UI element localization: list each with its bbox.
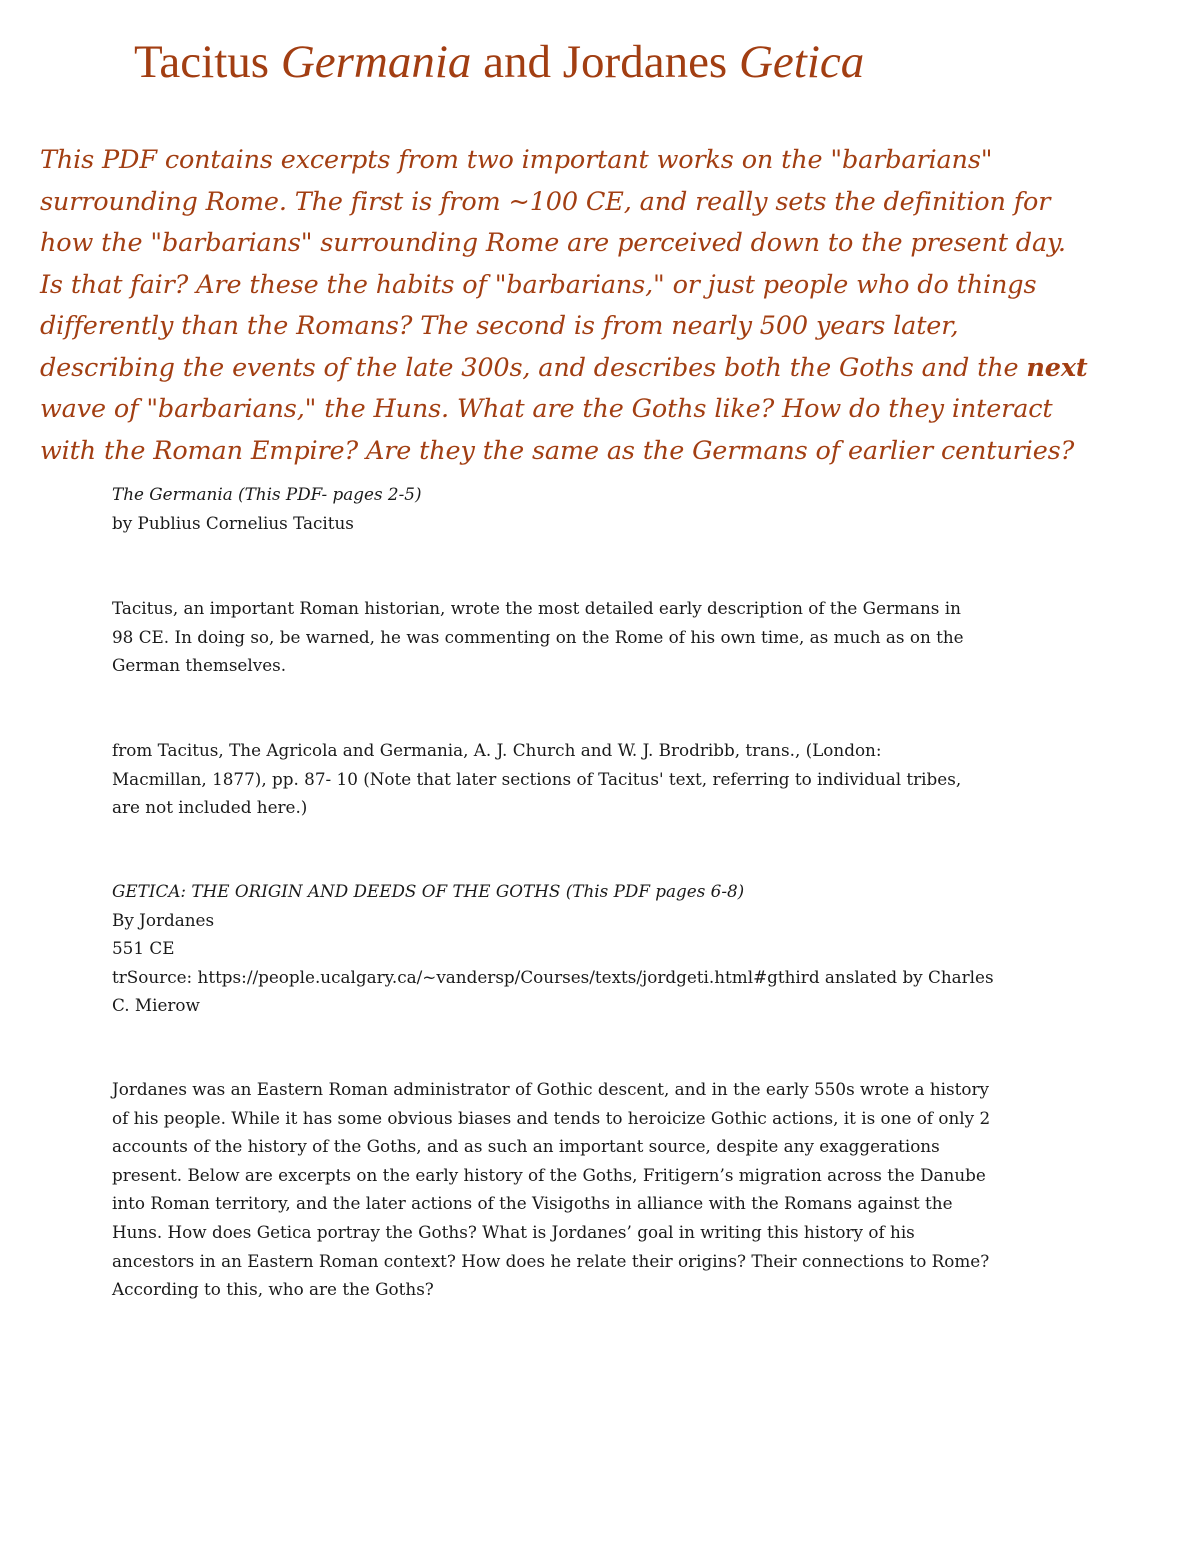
- jordanes-paragraph: [112, 1075, 1102, 1304]
- getica-source-continued: C. Mierow: [112, 995, 200, 1016]
- intro-emphasis-next: next: [1026, 352, 1088, 383]
- paragraph-line: of his people. While it has some obvious biases and tends to heroicize Gothic actions, it is one of only 2: [112, 1107, 991, 1128]
- title-part-3: and Jordanes: [471, 36, 739, 88]
- paragraph-line: Jordanes was an Eastern Roman administrator of Gothic descent, and in the early 550s wrote a history: [112, 1079, 989, 1099]
- intro-line: surrounding Rome. The first is from ~100 CE, and really sets the definition for: [40, 186, 1051, 217]
- paragraph-line: are not included here.): [112, 797, 308, 818]
- intro-line-text: describing the events of the late 300s, and describes both the Goths and the: [40, 352, 1027, 383]
- paragraph-line: Huns. How does Getica portray the Goths? What is Jordanes’ goal in writing this history of his: [112, 1221, 915, 1242]
- title-getica: Getica: [738, 36, 865, 88]
- getica-source-link[interactable]: trSource: https://people.ucalgary.ca/~vandersp/Courses/texts/jordgeti.html#gthird anslated by Charles: [112, 966, 994, 987]
- paragraph-line: German themselves.: [112, 655, 287, 676]
- paragraph-line: into Roman territory, and the later actions of the Visigoths in alliance with the Romans against the: [112, 1193, 953, 1214]
- intro-line: wave of "barbarians," the Huns. What are the Goths like? How do they interact: [40, 394, 1053, 424]
- germania-author: by Publius Cornelius Tacitus: [112, 512, 354, 533]
- paragraph-line: accounts of the history of the Goths, and as such an important source, despite any exaggerations: [112, 1136, 940, 1157]
- intro-line-with-emphasis: [40, 348, 1160, 390]
- intro-paragraph: [40, 140, 1160, 472]
- germania-heading: The Germania (This PDF- pages 2-5): [112, 484, 422, 504]
- source-citation-paragraph: [112, 736, 1102, 822]
- getica-section-header: [112, 877, 1102, 1020]
- tacitus-paragraph: [112, 594, 1102, 680]
- getica-author: By Jordanes: [112, 909, 215, 930]
- germania-section-header: [112, 480, 1102, 537]
- intro-line: Is that fair? Are these the habits of "barbarians," or just people who do things: [40, 269, 1037, 300]
- paragraph-line: present. Below are excerpts on the early history of the Goths, Fritigern’s migration across the Danube: [112, 1164, 986, 1185]
- paragraph-line: 98 CE. In doing so, be warned, he was commenting on the Rome of his own time, as much as on the: [112, 626, 964, 647]
- intro-line: differently than the Romans? The second is from nearly 500 years later,: [40, 311, 959, 341]
- paragraph-line: from Tacitus, The Agricola and Germania, A. J. Church and W. J. Brodribb, trans., (London:: [112, 740, 882, 760]
- paragraph-line: Tacitus, an important Roman historian, wrote the most detailed early description of the Germans in: [112, 598, 961, 618]
- paragraph-line: ancestors in an Eastern Roman context? How does he relate their origins? Their connections to Rome?: [112, 1250, 990, 1271]
- getica-heading: GETICA: THE ORIGIN AND DEEDS OF THE GOTHS (This PDF pages 6-8): [112, 881, 745, 901]
- title-part-1: Tacitus: [134, 36, 281, 88]
- paragraph-line: According to this, who are the Goths?: [112, 1279, 434, 1300]
- intro-line: how the "barbarians" surrounding Rome are perceived down to the present day.: [40, 228, 1066, 258]
- paragraph-line: Macmillan, 1877), pp. 87- 10 (Note that later sections of Tacitus' text, referring to individual tribes,: [112, 768, 962, 789]
- title-germania: Germania: [280, 36, 472, 88]
- intro-line: This PDF contains excerpts from two important works on the "barbarians": [40, 145, 993, 175]
- document-title: [134, 34, 864, 90]
- getica-date: 551 CE: [112, 938, 175, 959]
- intro-line: with the Roman Empire? Are they the same as the Germans of earlier centuries?: [40, 435, 1075, 466]
